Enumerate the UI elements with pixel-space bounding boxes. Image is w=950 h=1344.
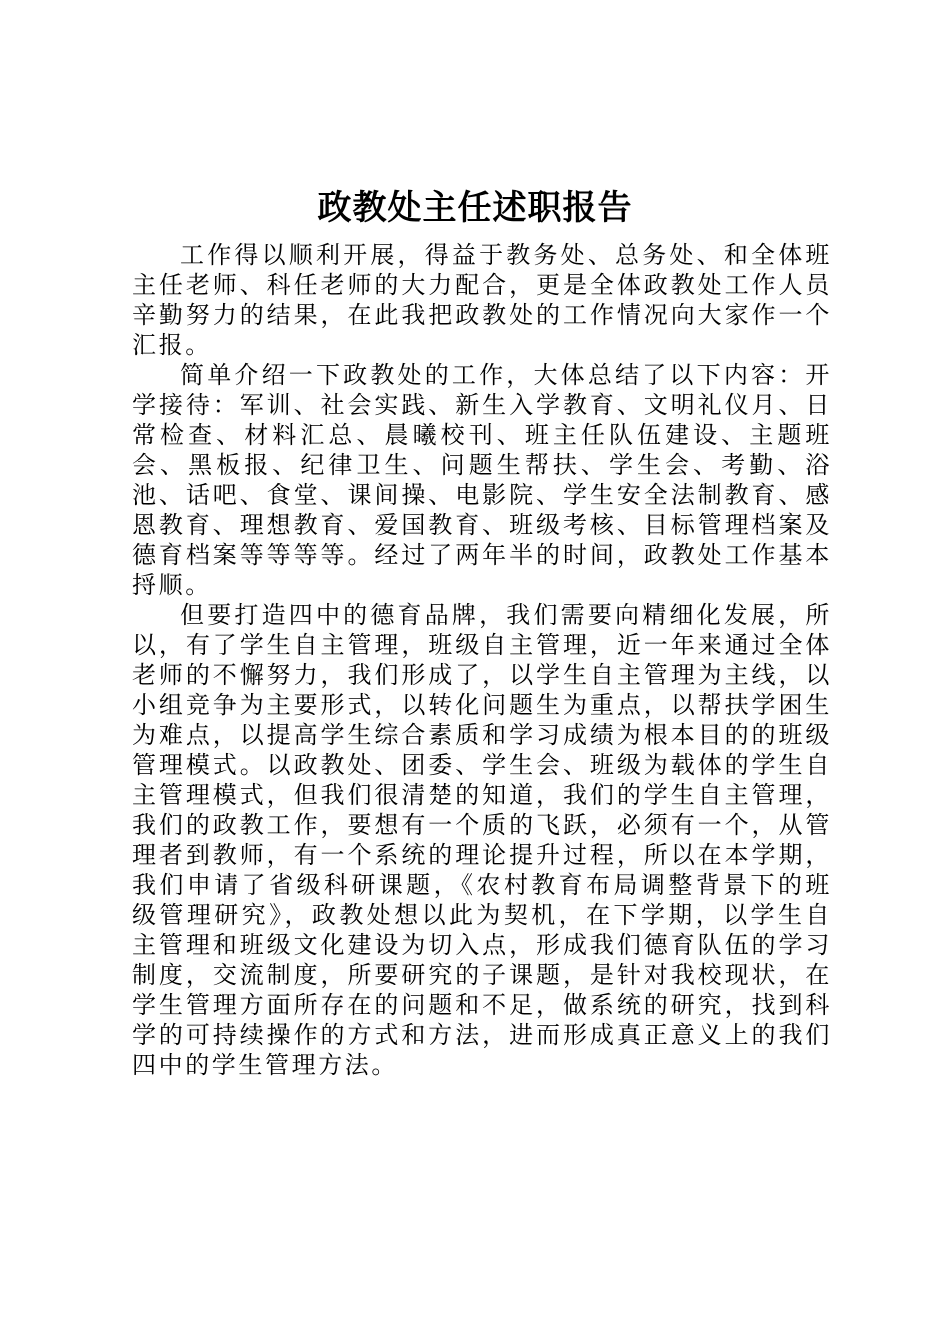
document-body xyxy=(132,240,832,1080)
paragraph-2: 简单介绍一下政教处的工作，大体总结了以下内容：开学接待：军训、社会实践、新生入学教育、文明礼仪月、日常检查、材料汇总、晨曦校刊、班主任队伍建设、主题班会、黑板报、纪律卫生、问题生帮扶、学生会、考勤、浴池、话吧、食堂、课间操、电影院、学生安全法制教育、感恩教育、理想教育、爱国教育、班级考核、目标管理档案及德育档案等等等等。经过了两年半的时间，政教处工作基本捋顺。 xyxy=(132,361,832,599)
document-title: 政教处主任述职报告 xyxy=(317,188,633,228)
paragraph-1: 工作得以顺利开展，得益于教务处、总务处、和全体班主任老师、科任老师的大力配合，更是全体政教处工作人员辛勤努力的结果，在此我把政教处的工作情况向大家作一个汇报。 xyxy=(132,241,832,359)
paragraph-3: 但要打造四中的德育品牌，我们需要向精细化发展，所以，有了学生自主管理，班级自主管理，近一年来通过全体老师的不懈努力，我们形成了，以学生自主管理为主线，以小组竞争为主要形式，以转化问题生为重点，以帮扶学困生为难点，以提高学生综合素质和学习成绩为根本目的的班级管理模式。以政教处、团委、学生会、班级为载体的学生自主管理模式，但我们很清楚的知道，我们的学生自主管理，我们的政教工作，要想有一个质的飞跃，必须有一个，从管理者到教师，有一个系统的理论提升过程，所以在本学期，我们申请了省级科研课题，《农村教育布局调整背景下的班级管理研究》，政教处想以此为契机，在下学期，以学生自主管理和班级文化建设为切入点，形成我们德育队伍的学习制度，交流制度，所要研究的子课题，是针对我校现状，在学生管理方面所存在的问题和不足，做系统的研究，找到科学的可持续操作的方式和方法，进而形成真正意义上的我们四中的学生管理方法。 xyxy=(132,601,832,1079)
